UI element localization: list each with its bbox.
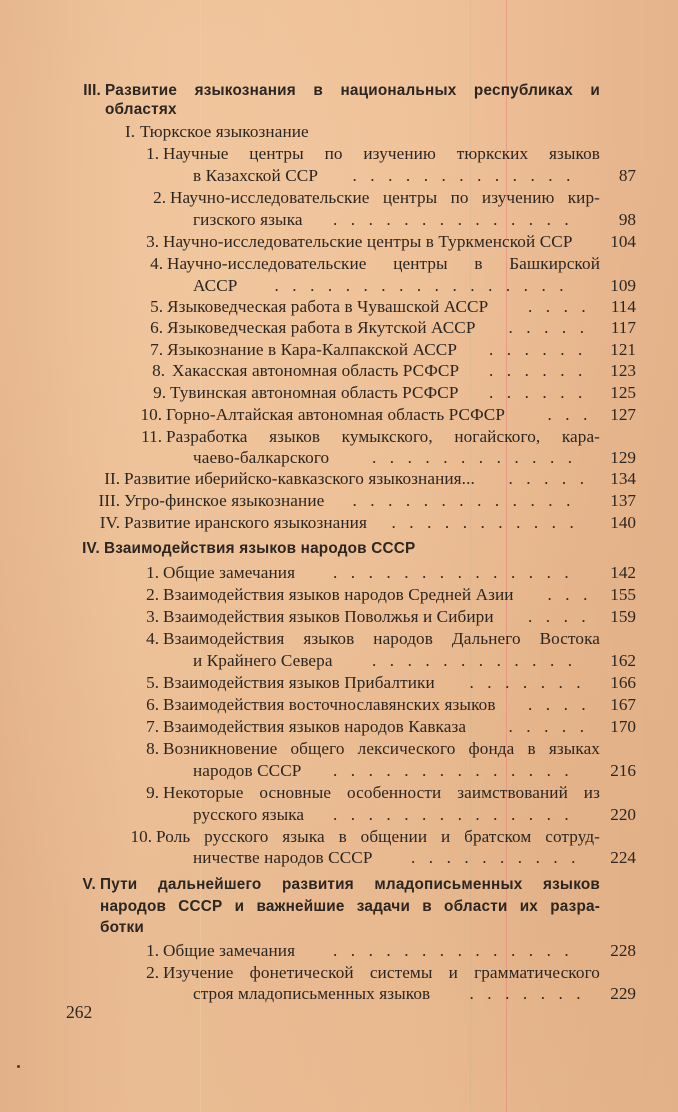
entry-number: III.	[83, 82, 101, 99]
entry-number: 10.	[140, 405, 162, 424]
toc-entry-continuation	[0, 165, 678, 187]
entry-title: Развитие иберийско-кавказского языкознания...	[124, 469, 475, 488]
entry-page-number: 87	[618, 166, 636, 185]
entry-title: Изучение фонетической системы и грамматического	[163, 963, 600, 982]
dot-leader: ..............	[333, 761, 583, 780]
toc-entry-continuation	[0, 447, 678, 469]
entry-title: Общие замечания	[163, 941, 296, 960]
toc-entry-line	[0, 628, 678, 650]
toc-entry-continuation	[0, 896, 678, 918]
entry-page-number: 125	[610, 383, 636, 402]
entry-number: II.	[104, 469, 120, 488]
entry-number: IV.	[82, 540, 100, 557]
toc-entry-continuation	[0, 99, 678, 121]
entry-title: Научно-исследовательские центры в Башкирской	[167, 254, 600, 273]
toc-entry-continuation	[0, 917, 678, 939]
dot-leader: .....	[508, 318, 598, 337]
entry-page-number: 162	[610, 651, 636, 670]
entry-title: Угро-финское языкознание	[124, 491, 325, 510]
entry-page-number: 121	[610, 340, 636, 359]
entry-page-number: 224	[610, 848, 636, 867]
toc-entry-continuation	[0, 650, 678, 672]
toc-entry-line	[0, 716, 678, 738]
entry-title: гизского языка	[193, 210, 303, 229]
entry-number: 4.	[146, 629, 159, 648]
entry-page-number: 142	[610, 563, 636, 582]
toc-entry-line	[0, 253, 678, 275]
entry-number: 3.	[146, 607, 159, 626]
entry-title: Возникновение общего лексического фонда в языках	[163, 739, 600, 758]
entry-title: народов СССР и важнейшие задачи в области их разра-	[100, 898, 600, 915]
entry-page-number: 114	[610, 297, 636, 316]
entry-number: 8.	[146, 739, 159, 758]
toc-entry-line	[0, 874, 678, 896]
entry-page-number: 134	[610, 469, 636, 488]
toc-entry-line	[0, 317, 678, 339]
toc-entry-line	[0, 296, 678, 318]
entry-page-number: 140	[610, 513, 636, 532]
entry-title: ничестве народов СССР	[193, 848, 373, 867]
dot-leader: ......	[489, 361, 596, 380]
entry-title: строя младописьменных языков	[193, 984, 431, 1003]
entry-number: 9.	[153, 383, 166, 402]
toc-entry-continuation	[0, 209, 678, 231]
entry-title: народов СССР	[193, 761, 302, 780]
toc-entry-line	[0, 962, 678, 984]
toc-entry-line	[0, 382, 678, 404]
entry-page-number: 220	[610, 805, 636, 824]
entry-title: в Казахской ССР	[193, 166, 318, 185]
toc-entry-line	[0, 231, 678, 253]
entry-number: 2.	[146, 963, 159, 982]
dot-leader: ...	[547, 405, 601, 424]
entry-number: 1.	[146, 144, 159, 163]
toc-entry-line	[0, 940, 678, 962]
entry-number: 8.	[152, 361, 165, 380]
dot-leader: ....	[528, 695, 600, 714]
toc-entry-line	[0, 187, 678, 209]
entry-page-number: 98	[618, 210, 636, 229]
dot-leader: ..............	[333, 941, 583, 960]
dot-leader: ...........	[391, 513, 588, 532]
dot-leader: ..............	[333, 563, 583, 582]
entry-number: 6.	[146, 695, 159, 714]
entry-title: Разработка языков кумыкского, ногайского, кара-	[166, 427, 600, 446]
toc-entry-line	[0, 121, 678, 143]
entry-title: Общие замечания	[163, 563, 296, 582]
page-number: 262	[66, 1002, 93, 1022]
entry-page-number: 137	[610, 491, 636, 510]
toc-entry-line	[0, 512, 678, 534]
dot-leader: .............	[352, 166, 584, 185]
entry-title: Взаимодействия восточнославянских языков	[163, 695, 496, 714]
entry-title: Тувинская автономная область РСФСР	[170, 383, 459, 402]
entry-title: Взаимодействия языков народов Средней Азии	[163, 585, 514, 604]
entry-page-number: 166	[610, 673, 636, 692]
entry-title: Взаимодействия языков народов Дальнего Востока	[163, 629, 600, 648]
toc-entry-continuation	[0, 275, 678, 297]
toc-entry-line	[0, 738, 678, 760]
entry-number: 7.	[146, 717, 159, 736]
dot-leader: ....	[528, 297, 600, 316]
dot-leader: .......	[469, 984, 595, 1003]
entry-title: Взаимодействия языков народов СССР	[104, 540, 416, 557]
toc-entry-line	[0, 468, 678, 490]
entry-number: 5.	[150, 297, 163, 316]
entry-number: III.	[98, 491, 120, 510]
entry-title: Взаимодействия языков Поволжья и Сибири	[163, 607, 494, 626]
entry-number: 9.	[146, 783, 159, 802]
toc-entry-line	[0, 426, 678, 448]
entry-number: 11.	[141, 427, 162, 446]
toc-entry-line	[0, 826, 678, 848]
toc-entry-line	[0, 490, 678, 512]
entry-page-number: 127	[610, 405, 636, 424]
dot-leader: ......	[489, 383, 596, 402]
dot-leader: ..............	[333, 210, 583, 229]
toc-entry-line	[0, 782, 678, 804]
entry-number: 10.	[130, 827, 152, 846]
entry-page-number: 155	[610, 585, 636, 604]
entry-title: областях	[105, 101, 177, 118]
entry-title: Пути дальнейшего развития младописьменных языков	[100, 876, 600, 893]
toc-entry-line	[0, 404, 678, 426]
entry-page-number: 104	[610, 232, 636, 251]
entry-title: и Крайнего Севера	[193, 651, 333, 670]
dot-leader: .....	[508, 469, 598, 488]
entry-page-number: 159	[610, 607, 636, 626]
dot-leader: ..........	[411, 848, 589, 867]
entry-page-number: 123	[610, 361, 636, 380]
entry-title: Тюркское языкознание	[140, 122, 309, 141]
entry-page-number: 167	[610, 695, 636, 714]
entry-number: 2.	[153, 188, 166, 207]
toc-entry-continuation	[0, 847, 678, 869]
paper-speck	[17, 1065, 20, 1068]
entry-number: 3.	[146, 232, 159, 251]
toc-entry-line	[0, 143, 678, 165]
dot-leader: .......	[469, 673, 595, 692]
entry-number: 4.	[150, 254, 163, 273]
entry-page-number: 117	[610, 318, 636, 337]
entry-title: Хакасская автономная область РСФСР	[172, 361, 460, 380]
toc-entry-line	[0, 360, 678, 382]
dot-leader: ...	[547, 585, 601, 604]
entry-title: Языкознание в Кара-Калпакской АССР	[167, 340, 458, 359]
entry-number: 5.	[146, 673, 159, 692]
toc-entry-line	[0, 672, 678, 694]
entry-title: ботки	[100, 919, 144, 936]
entry-title: Научные центры по изучению тюркских языков	[163, 144, 600, 163]
toc-entry-line	[0, 538, 678, 560]
entry-title: Развитие языкознания в национальных республиках и	[105, 82, 600, 99]
toc-entry-line	[0, 606, 678, 628]
toc-entry-line	[0, 584, 678, 606]
entry-title: Взаимодействия языков народов Кавказа	[163, 717, 467, 736]
entry-number: 6.	[150, 318, 163, 337]
entry-number: 7.	[150, 340, 163, 359]
entry-number: V.	[82, 876, 96, 893]
toc-entry-line	[0, 694, 678, 716]
entry-number: IV.	[99, 513, 120, 532]
entry-page-number: 228	[610, 941, 636, 960]
entry-title: Взаимодействия языков Прибалтики	[163, 673, 435, 692]
entry-page-number: 129	[610, 448, 636, 467]
dot-leader: .....	[508, 717, 598, 736]
entry-number: 1.	[146, 563, 159, 582]
dot-leader: ..............	[333, 805, 583, 824]
entry-number: 1.	[146, 941, 159, 960]
toc-entry-continuation	[0, 804, 678, 826]
entry-title: Языковедческая работа в Якутской АССР	[167, 318, 476, 337]
dot-leader: .................	[274, 276, 578, 295]
toc-entry-line	[0, 339, 678, 361]
entry-title: Языковедческая работа в Чувашской АССР	[167, 297, 489, 316]
entry-page-number: 229	[610, 984, 636, 1003]
dot-leader: ............	[372, 651, 586, 670]
entry-page-number: 170	[610, 717, 636, 736]
entry-page-number: 216	[610, 761, 636, 780]
toc-entry-line	[0, 562, 678, 584]
entry-title: Научно-исследовательские центры в Туркменской ССР	[163, 232, 573, 251]
dot-leader: ......	[489, 340, 596, 359]
entry-number: I.	[124, 122, 135, 141]
entry-title: Некоторые основные особенности заимствований из	[163, 783, 600, 802]
entry-title: Научно-исследовательские центры по изучению кир-	[170, 188, 600, 207]
toc-entry-continuation	[0, 983, 678, 1005]
entry-title: чаево-балкарского	[193, 448, 330, 467]
entry-title: Роль русского языка в общении и братском сотруд-	[156, 827, 600, 846]
dot-leader: .............	[352, 491, 584, 510]
entry-title: русского языка	[193, 805, 305, 824]
dot-leader: ....	[528, 607, 600, 626]
entry-title: Развитие иранского языкознания	[124, 513, 367, 532]
entry-number: 2.	[146, 585, 159, 604]
toc-entry-continuation	[0, 760, 678, 782]
entry-title: Горно-Алтайская автономная область РСФСР	[166, 405, 506, 424]
entry-title: АССР	[193, 276, 238, 295]
dot-leader: ............	[372, 448, 586, 467]
entry-page-number: 109	[610, 276, 636, 295]
